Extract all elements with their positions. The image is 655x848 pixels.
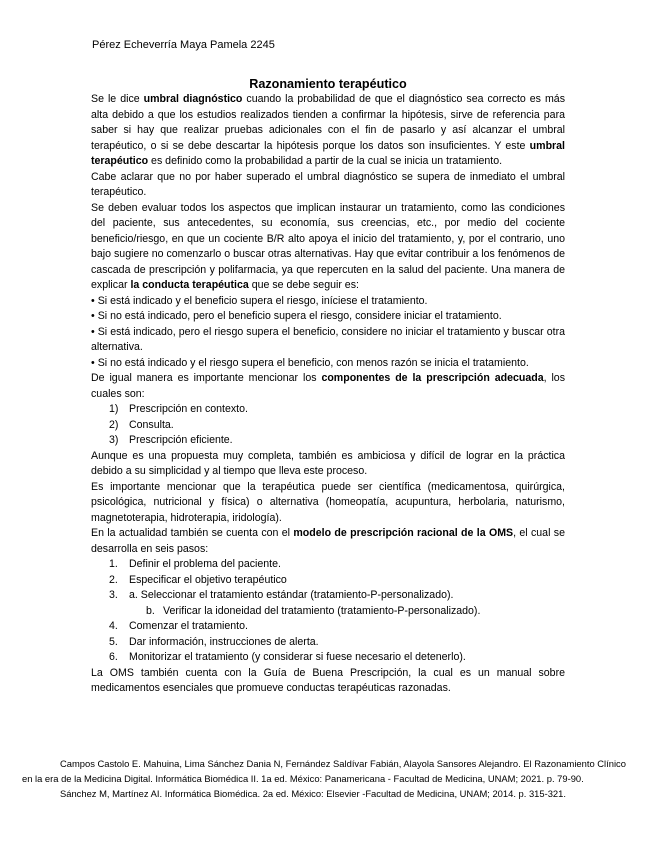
list-item: 6. Monitorizar el tratamiento (y considerar si fuese necesario el detenerlo). bbox=[109, 651, 466, 663]
list-item: 1. Definir el problema del paciente. bbox=[109, 558, 281, 570]
document-body bbox=[91, 76, 565, 697]
paragraph-oms-modelo: En la actualidad también se cuenta con el modelo de prescripción racional de la OMS, el cual se desarrolla en seis pasos: bbox=[91, 527, 565, 555]
paragraph-terapeutica: Es importante mencionar que la terapéutica puede ser científica (medicamentosa, quirúrgica, psicológica, nutricional y física) o alternativa (homeopatía, acupuntura, herbolaria, naturismo, magnetoterapia, hidroterapia, iridología). bbox=[91, 480, 565, 524]
paragraph-evaluacion: Se deben evaluar todos los aspectos que implican instaurar un tratamiento, como las condiciones del paciente, sus antecedentes, su economía, sus creencias, etc., por medio del cociente beneficio/riesgo, en que un cociente B/R alto apoya el inicio del tratamiento, y, por el contrario, uno bajo sugiere no comenzarlo o buscar otras alternativas. Hay que evitar contribuir a los fenómenos de cascada de prescripción y polifarmacia, ya que repercuten en la salud del paciente. Una manera de explicar la conducta terapéutica que se debe seguir es: bbox=[91, 201, 565, 291]
reference-item: Campos Castolo E. Mahuina, Lima Sánchez Dania N, Fernández Saldívar Fabián, Alayola Sansores Alejandro. El Razonamiento Clínico en la era de la Medicina Digital. Informática Biomédica II. 1a ed. México: Panamericana - Facultad de Medicina, UNAM; 2021. p. 79-90. bbox=[22, 758, 626, 784]
author-line: Pérez Echeverría Maya Pamela 2245 bbox=[92, 39, 275, 51]
references bbox=[22, 756, 634, 801]
conducta-list bbox=[91, 294, 565, 372]
list-item: 3) Prescripción eficiente. bbox=[109, 434, 233, 446]
list-item: • Si está indicado y el beneficio supera el riesgo, iníciese el tratamiento. bbox=[91, 294, 565, 310]
reference-item: Sánchez M, Martínez AI. Informática Biomédica. 2a ed. México: Elsevier -Facultad de Medicina, UNAM; 2014. p. 315-321. bbox=[60, 788, 566, 799]
components-list bbox=[91, 402, 565, 449]
list-item: 1) Prescripción en contexto. bbox=[109, 403, 248, 415]
page-title: Razonamiento terapéutico bbox=[249, 77, 407, 91]
list-item: 2. Especificar el objetivo terapéutico bbox=[109, 573, 287, 586]
list-item: b. Verificar la idoneidad del tratamiento (tratamiento-P-personalizado). bbox=[146, 604, 481, 617]
paragraph-guia-oms: La OMS también cuenta con la Guía de Buena Prescripción, la cual es un manual sobre medicamentos esenciales que promueve conductas terapéuticas razonadas. bbox=[91, 666, 565, 694]
paragraph-componentes: De igual manera es importante mencionar los componentes de la prescripción adecuada, los cuales son: bbox=[91, 372, 565, 400]
paragraph-umbral: Se le dice umbral diagnóstico cuando la probabilidad de que el diagnóstico sea correcto es más alta debido a que los estudios realizados tienden a confirmar la hipótesis, sirve de referencia para saber si hay que realizar pruebas adicionales con el fin de pasarlo y así alcanzar el umbral terapéutico, o si se debe descartar la hipótesis porque los datos son insuficientes. Y este umbral terapéutico es definido como la probabilidad a partir de la cual se inicia un tratamiento. bbox=[91, 93, 565, 167]
list-item: 2) Consulta. bbox=[109, 418, 174, 431]
list-item: 4. Comenzar el tratamiento. bbox=[109, 620, 248, 632]
list-item: 5. Dar información, instrucciones de alerta. bbox=[109, 635, 319, 648]
oms-steps-list bbox=[91, 557, 565, 666]
list-item: 3. a. Seleccionar el tratamiento estándar (tratamiento-P-personalizado). bbox=[109, 589, 454, 601]
list-item: • Si no está indicado, pero el beneficio supera el riesgo, considere iniciar el tratamiento. bbox=[91, 309, 565, 325]
list-item: • Si está indicado, pero el riesgo supera el beneficio, considere no iniciar el tratamiento y buscar otra alternativa. bbox=[91, 325, 565, 356]
paragraph-propuesta: Aunque es una propuesta muy completa, también es ambiciosa y difícil de lograr en la práctica debido a su simplicidad y al tiempo que lleva este proceso. bbox=[91, 449, 565, 477]
paragraph-aclaracion: Cabe aclarar que no por haber superado el umbral diagnóstico se supera de inmediato el umbral terapéutico. bbox=[91, 170, 565, 198]
list-item: • Si no está indicado y el riesgo supera el beneficio, con menos razón se inicia el tratamiento. bbox=[91, 356, 565, 372]
